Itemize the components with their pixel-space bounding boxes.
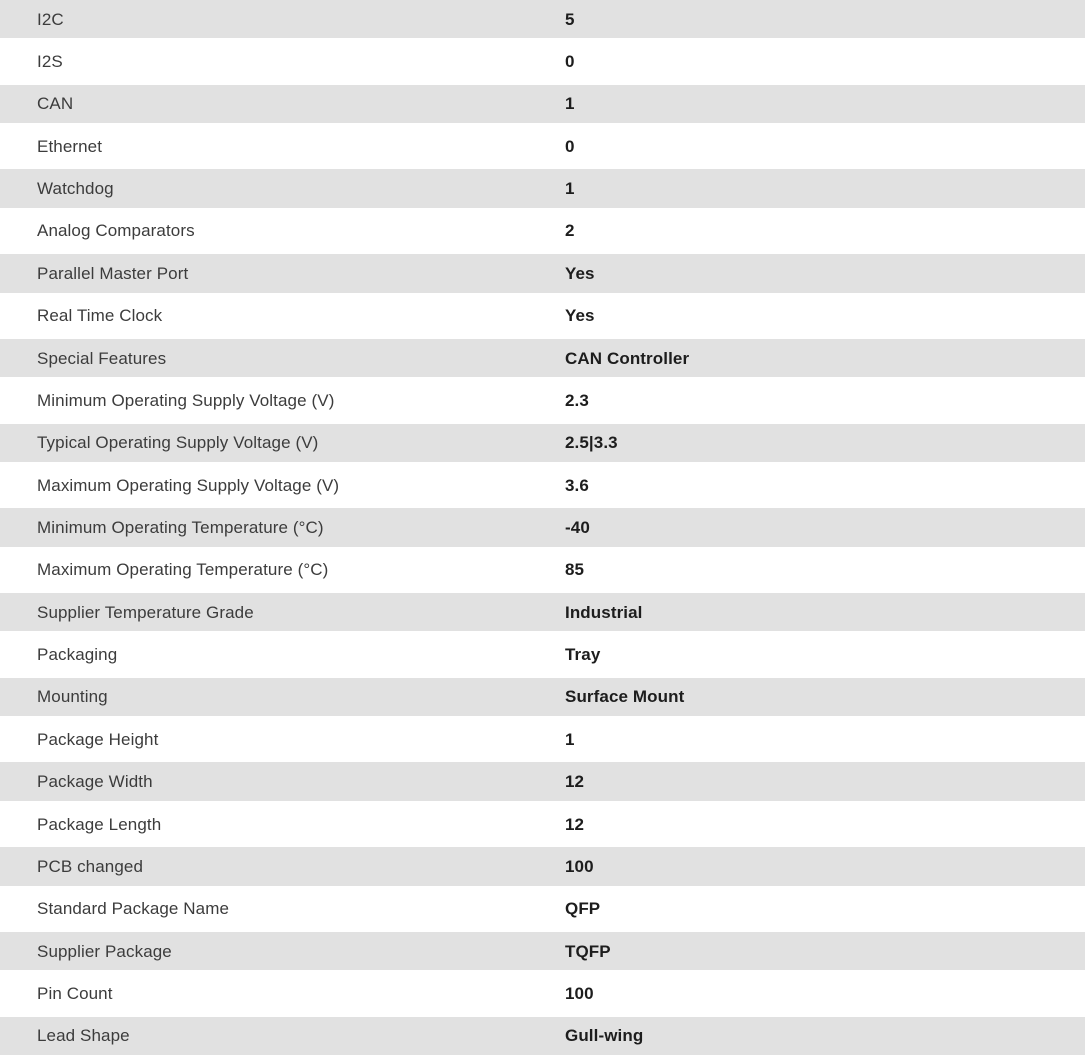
spec-label: I2S [37,52,63,72]
spec-label: Maximum Operating Supply Voltage (V) [37,475,340,495]
spec-label: Package Length [37,814,162,834]
spec-label: Supplier Package [37,941,172,961]
spec-row [0,339,1085,381]
spec-label: Analog Comparators [37,221,195,241]
spec-label: Lead Shape [37,1026,130,1046]
spec-value: -40 [565,517,590,537]
spec-label: Special Features [37,348,167,368]
spec-value: 2 [565,221,575,241]
spec-row [0,381,1085,423]
spec-label: CAN [37,94,74,114]
spec-label: Supplier Temperature Grade [37,602,254,622]
spec-value: 1 [565,94,575,114]
spec-value: 12 [565,814,585,834]
spec-value: 85 [565,560,585,580]
spec-value: 12 [565,772,585,792]
spec-row [0,720,1085,762]
spec-row [0,593,1085,635]
spec-value: Industrial [565,602,643,622]
spec-value: 1 [565,179,575,199]
spec-row [0,297,1085,339]
spec-row [0,169,1085,211]
spec-row [0,890,1085,932]
spec-value: Tray [565,645,601,665]
spec-row [0,254,1085,296]
spec-value: 5 [565,9,575,29]
spec-row [0,85,1085,127]
spec-row [0,551,1085,593]
spec-label: Minimum Operating Temperature (°C) [37,517,324,537]
spec-value: Yes [565,263,595,283]
spec-label: PCB changed [37,856,144,876]
spec-row [0,635,1085,677]
spec-row [0,424,1085,466]
spec-row [0,762,1085,804]
spec-value: 100 [565,856,594,876]
spec-label: Packaging [37,645,118,665]
spec-row [0,1017,1085,1059]
spec-row [0,805,1085,847]
spec-value: 2.5|3.3 [565,433,618,453]
spec-label: Real Time Clock [37,306,163,326]
spec-label: Typical Operating Supply Voltage (V) [37,433,319,453]
spec-value: QFP [565,899,601,919]
spec-label: Package Height [37,729,159,749]
spec-row [0,42,1085,84]
spec-label: I2C [37,9,64,29]
spec-row [0,212,1085,254]
spec-row [0,466,1085,508]
spec-value: 0 [565,136,575,156]
spec-value: CAN Controller [565,348,690,368]
spec-row [0,0,1085,42]
spec-value: 2.3 [565,390,589,410]
spec-label: Watchdog [37,179,114,199]
spec-row [0,847,1085,889]
spec-label: Mounting [37,687,108,707]
spec-row [0,974,1085,1016]
spec-label: Parallel Master Port [37,263,189,283]
spec-value: Surface Mount [565,687,685,707]
spec-value: Gull-wing [565,1026,644,1046]
spec-row [0,508,1085,550]
spec-row [0,127,1085,169]
spec-label: Standard Package Name [37,899,230,919]
spec-value: TQFP [565,941,611,961]
spec-label: Package Width [37,772,153,792]
spec-label: Minimum Operating Supply Voltage (V) [37,390,335,410]
spec-value: 0 [565,52,575,72]
spec-value: 3.6 [565,475,589,495]
spec-label: Maximum Operating Temperature (°C) [37,560,329,580]
spec-label: Ethernet [37,136,103,156]
spec-value: Yes [565,306,595,326]
spec-value: 1 [565,729,575,749]
spec-label: Pin Count [37,983,113,1003]
spec-value: 100 [565,983,594,1003]
spec-row [0,678,1085,720]
spec-row [0,932,1085,974]
